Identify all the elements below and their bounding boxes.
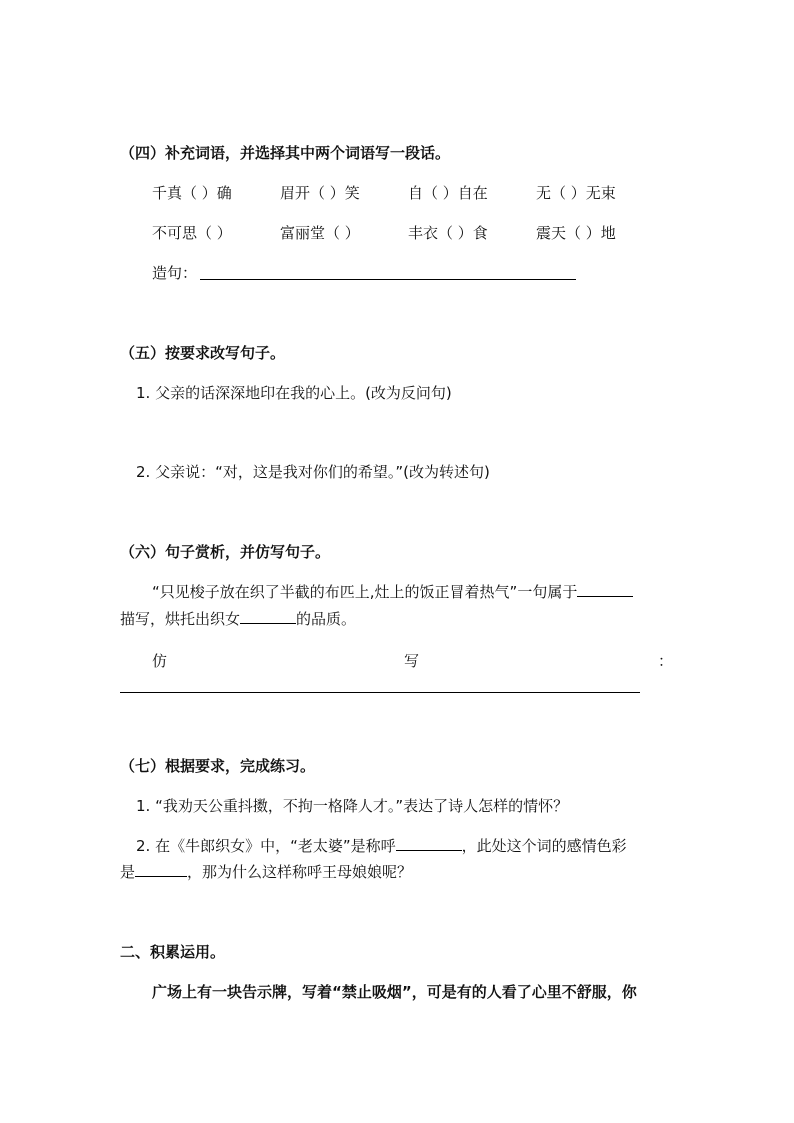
sentence-answer-line[interactable] (200, 279, 576, 280)
question-7-2-text-a: 2. 在《牛郎织女》中，“老太婆”是称呼 (136, 837, 396, 855)
analysis-text-1: “只见梭子放在织了半截的布匹上,灶上的饭正冒着热气”一句属于 (152, 583, 578, 601)
imitate-label-2: 写 (404, 652, 420, 670)
idiom-8: 震天（ ）地 (536, 224, 616, 242)
section-6-heading: （六）句子赏析，并仿写句子。 (120, 543, 331, 561)
idiom-6: 富丽堂（ ） (280, 224, 360, 242)
idiom-4: 无（ ）无束 (536, 184, 616, 202)
part-2-heading: 二、积累运用。 (120, 943, 226, 961)
question-7-2-line-1 (136, 836, 627, 856)
idiom-7: 丰衣（ ）食 (408, 224, 488, 242)
imitate-label-1: 仿 (152, 652, 168, 670)
section-4-heading: （四）补充词语，并选择其中两个词语写一段话。 (120, 144, 451, 162)
idiom-1: 千真（ ）确 (152, 184, 232, 202)
analysis-line-1 (152, 582, 633, 602)
imitate-answer-line[interactable] (120, 692, 640, 693)
emotion-color-blank[interactable] (135, 862, 187, 877)
question-5-1: 1. 父亲的话深深地印在我的心上。(改为反问句) (136, 384, 452, 402)
idiom-3: 自（ ）自在 (408, 184, 488, 202)
question-5-2: 2. 父亲说：“对，这是我对你们的希望。”(改为转述句) (136, 463, 490, 481)
sentence-label: 造句： (152, 264, 198, 282)
question-7-2-text-c: 是 (120, 863, 136, 881)
address-blank[interactable] (396, 836, 462, 851)
section-7-heading: （七）根据要求，完成练习。 (120, 757, 316, 775)
analysis-text-2b: 的品质。 (296, 610, 357, 628)
part-2-paragraph: 广场上有一块告示牌，写着“禁止吸烟”，可是有的人看了心里不舒服，你 (152, 983, 637, 1001)
idiom-5: 不可思（ ） (152, 224, 232, 242)
analysis-text-2a: 描写，烘托出织女 (120, 610, 241, 628)
question-7-2-text-b: ，此处这个词的感情色彩 (461, 837, 627, 855)
imitate-colon: ： (658, 652, 674, 670)
section-5-heading: （五）按要求改写句子。 (120, 344, 286, 362)
question-7-2-line-2 (120, 862, 412, 882)
question-7-1: 1. “我劝天公重抖擞，不拘一格降人才。”表达了诗人怎样的情怀？ (136, 797, 569, 815)
idiom-2: 眉开（ ）笑 (280, 184, 360, 202)
description-type-blank[interactable] (577, 582, 633, 597)
quality-blank[interactable] (240, 609, 296, 624)
analysis-line-2 (120, 609, 356, 629)
question-7-2-text-d: ，那为什么这样称呼王母娘娘呢？ (187, 863, 413, 881)
